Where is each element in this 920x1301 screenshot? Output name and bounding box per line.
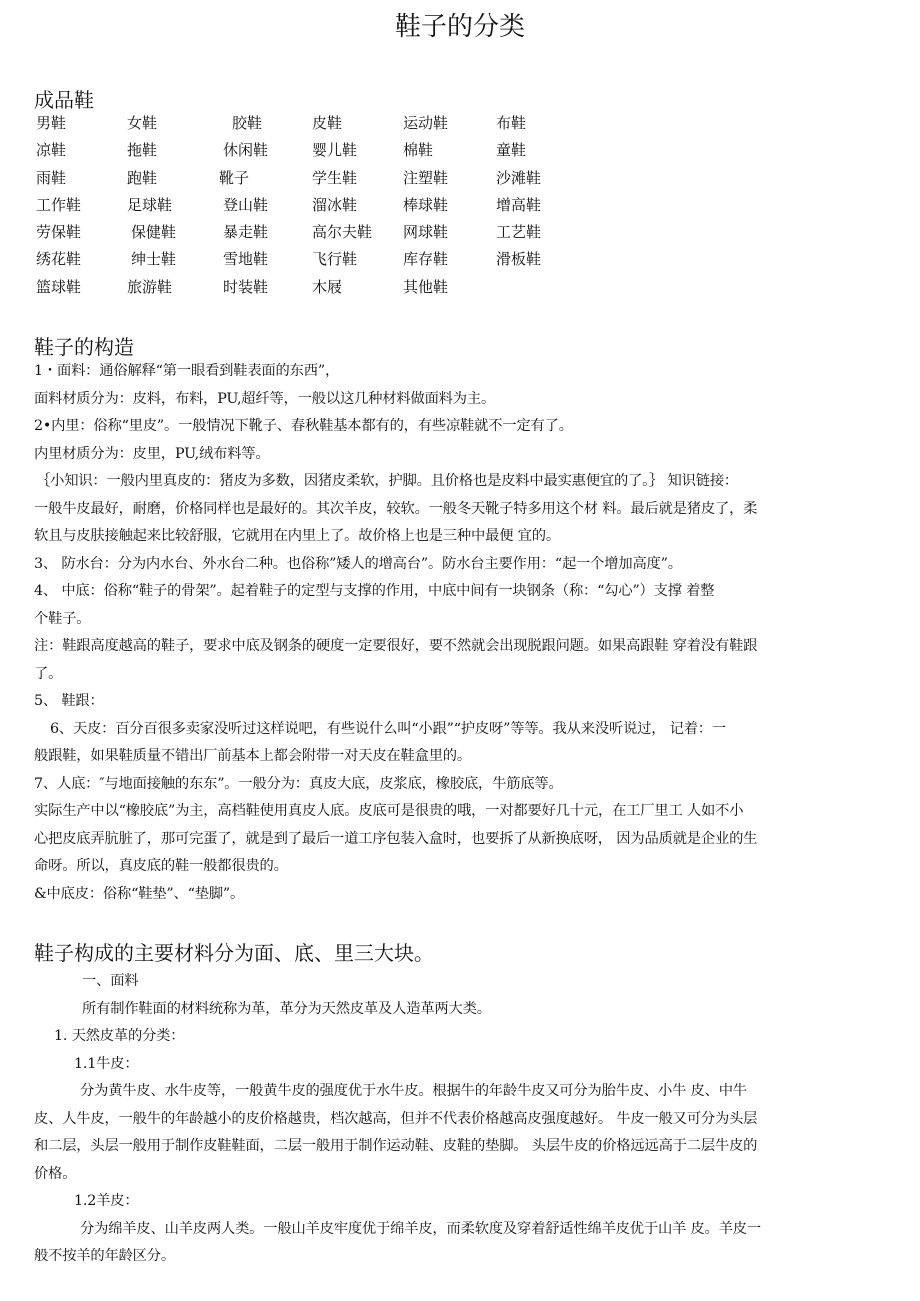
paragraph-line: 实际生产中以“橡胶底”为主，高档鞋使用真皮人底。皮底可是很贵的哦，一对都要好几十元，在工厂里工 人如不小: [34, 803, 744, 819]
grid-cell: 增高鞋: [496, 195, 542, 214]
grid-cell: 胶鞋: [232, 114, 263, 132]
grid-cell: 库存鞋: [403, 250, 449, 269]
paragraph-line: 价格。: [34, 1165, 77, 1182]
grid-cell: 其他鞋: [403, 277, 449, 296]
grid-cell: 注塑鞋: [403, 168, 449, 187]
grid-cell: 童鞋: [496, 141, 527, 160]
paragraph-line: 5、 鞋跟：: [34, 693, 104, 709]
grid-cell: 篮球鞋: [36, 277, 82, 296]
grid-cell: 休闲鞋: [223, 141, 269, 160]
grid-cell: 运动鞋: [403, 114, 449, 132]
paragraph-line: 心把皮底弄肮脏了，那可完蛋了，就是到了最后一道工序包装入盒时，也要拆了从新换底呀， 因为品质就是企业的生: [34, 830, 758, 847]
grid-cell: 男鞋: [36, 114, 67, 132]
paragraph-line: 1. 天然皮革的分类：: [54, 1028, 185, 1044]
paragraph-line: 6、天皮：百分百很多卖家没听过这样说吧，有些说什么叫“小跟”“护皮呀”等等。我从来没听说过， 记着：一: [50, 720, 727, 737]
grid-cell: 布鞋: [496, 114, 527, 132]
paragraph-line: 般跟鞋，如果鞋质量不错出厂前基本上都会附带一对天皮在鞋盒里的。: [34, 748, 471, 764]
section-heading-finished-shoes: 成品鞋: [34, 88, 94, 112]
paragraph-line: 2•内里：俗称“里皮”。一般情况下靴子、春秋鞋基本都有的，有些凉鞋就不一定有了。: [34, 418, 573, 434]
paragraph-line: 命呀。所以，真皮底的鞋一般都很贵的。: [34, 858, 288, 874]
paragraph-line: 内里材质分为：皮里，PU,绒布料等。: [34, 445, 270, 462]
paragraph-line: 所有制作鞋面的材料统称为革，革分为天然皮革及人造革两大类。: [82, 1000, 491, 1017]
grid-cell: 棒球鞋: [403, 195, 449, 214]
paragraph-line: 和二层，头层一般用于制作皮鞋鞋面，二层一般用于制作运动鞋、皮鞋的垫脚。 头层牛皮的价格远远高于二层牛皮的: [34, 1138, 758, 1154]
paragraph-line: ｛小知识：一般内里真皮的：猪皮为多数，因猪皮柔软，护脚。且价格也是皮料中最实惠便宜的了。｝ 知识链接：: [36, 473, 739, 489]
section-heading-materials: 鞋子构成的主要材料分为面、底、里三大块。: [34, 941, 434, 965]
paragraph-line: 3、 防水台：分为内水台、外水台二种。也俗称”矮人的增高台”。防水台主要作用：“起一个增加高度”。: [34, 555, 682, 572]
paragraph-line: 7、人底：″与地面接触的东东”。一般分为：真皮大底，皮浆底，橡胶底，牛筋底等。: [34, 775, 563, 792]
paragraph-line: 了。: [34, 665, 63, 682]
grid-cell: 滑板鞋: [496, 250, 542, 269]
grid-cell: 绅士鞋: [131, 250, 177, 269]
paragraph-line: 个鞋子。: [34, 610, 91, 627]
grid-cell: 棉鞋: [403, 141, 434, 160]
grid-cell: 女鞋: [127, 114, 158, 132]
paragraph-line: 1.2羊皮：: [74, 1193, 139, 1209]
section-heading-structure: 鞋子的构造: [34, 335, 134, 359]
grid-cell: 溜冰鞋: [312, 195, 358, 214]
grid-cell: 时装鞋: [223, 277, 269, 296]
page-title: 鞋子的分类: [394, 12, 525, 42]
paragraph-line: 皮、人牛皮，一般牛的年龄越小的皮价格越贵，档次越高，但并不代表价格越高皮强度越好。 牛皮一般又可分为头层: [34, 1110, 758, 1127]
structure-text: [34, 358, 884, 908]
grid-cell: 登山鞋: [223, 195, 269, 214]
grid-cell: 拖鞋: [127, 141, 158, 160]
paragraph-line: 般不按羊的年龄区分。: [34, 1248, 175, 1264]
grid-cell: 工作鞋: [36, 195, 82, 214]
paragraph-line: 一般牛皮最好，耐磨，价格同样也是最好的。其次羊皮，较软。一般冬天靴子特多用这个材 料。最后就是猪皮了，柔: [34, 500, 758, 517]
grid-cell: 靴子: [219, 168, 250, 187]
paragraph-line: 1.1牛皮：: [74, 1055, 139, 1072]
grid-cell: 足球鞋: [127, 195, 173, 214]
paragraph-line: 4、 中底：俗称“鞋子的骨架”。起着鞋子的定型与支撑的作用，中底中间有一块钢条（称：“勾心”）支撑 着整: [34, 583, 715, 599]
paragraph-line: &中底皮：俗称“鞋垫”、“垫脚”。: [34, 885, 245, 902]
grid-cell: 暴走鞋: [223, 223, 269, 242]
grid-cell: 学生鞋: [312, 168, 358, 187]
grid-cell: 雪地鞋: [223, 250, 269, 269]
grid-cell: 雨鞋: [36, 168, 67, 187]
grid-cell: 绣花鞋: [36, 250, 82, 269]
paragraph-line: 软且与皮肤接触起来比较舒服，它就用在内里上了。故价格上也是三种中最便 宜的。: [34, 528, 560, 544]
paragraph-line: 分为绵羊皮、山羊皮两人类。一般山羊皮牢度优于绵羊皮，而柔软度及穿着舒适性绵羊皮优于山羊 皮。羊皮一: [80, 1220, 761, 1237]
grid-cell: 网球鞋: [403, 223, 449, 242]
grid-cell: 工艺鞋: [496, 223, 542, 242]
grid-cell: 飞行鞋: [312, 250, 358, 269]
grid-cell: 跑鞋: [127, 168, 158, 187]
grid-cell: 凉鞋: [36, 141, 67, 160]
grid-cell: 沙滩鞋: [496, 168, 542, 187]
grid-cell: 高尔夫鞋: [312, 223, 373, 242]
materials-text: [34, 968, 884, 1271]
grid-cell: 劳保鞋: [36, 223, 82, 242]
paragraph-line: 分为黄牛皮、水牛皮等，一般黄牛皮的强度优于水牛皮。根据牛的年龄牛皮又可分为胎牛皮、小牛 皮、中牛: [80, 1083, 747, 1099]
paragraph-line: 面料材质分为：皮料，布料，PU,超纤等，一般以这几种材料做面料为主。: [34, 390, 496, 407]
grid-cell: 木屐: [312, 277, 343, 296]
grid-cell: 皮鞋: [312, 114, 343, 132]
paragraph-line: 注：鞋跟高度越高的鞋子，要求中底及钢条的硬度一定要很好，要不然就会出现脱跟问题。如果高跟鞋 穿着没有鞋跟: [34, 638, 758, 654]
grid-cell: 保健鞋: [131, 223, 177, 242]
paragraph-line: 一、面料: [82, 973, 139, 989]
grid-cell: 旅游鞋: [127, 277, 173, 296]
grid-cell: 婴儿鞋: [312, 141, 358, 160]
paragraph-line: 1・面料：通俗解释“第一眼看到鞋表面的东西”，: [34, 363, 340, 379]
